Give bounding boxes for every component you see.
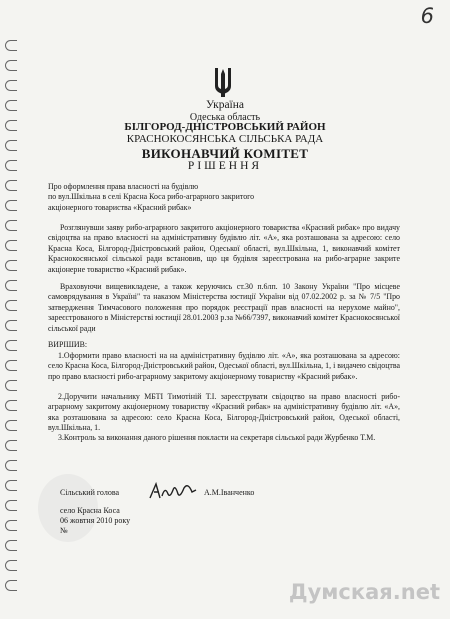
executive-committee-title: ВИКОНАВЧИЙ КОМІТЕТ — [141, 146, 309, 161]
watermark: Думская.net — [288, 580, 440, 604]
resolution-item: 2.Доручити начальнику МБТІ Тимотіній Т.І. зареєструвати свідоцтво на право власності рибо-аграрному закритому акціонерному товариству «Красний рибак» на адміністративну будівлю літ. «А», яка розташована за адресою: село Красна Коса, Білгород-Дністровський район, Одеської області, вул.Шкільна, 1. — [48, 392, 400, 433]
council-name: КРАСНОКОСЯНСЬКА СІЛЬСЬКА РАДА — [126, 133, 324, 145]
issue-place: село Красна Коса — [60, 506, 120, 515]
trident-emblem-icon — [212, 66, 234, 98]
page-number: 6 — [420, 4, 434, 28]
country-name: Україна — [205, 99, 245, 111]
issue-date: 06 жовтня 2010 року — [60, 516, 131, 525]
district-name: БІЛГОРОД-ДНІСТРОВСЬКИЙ РАЙОН — [124, 121, 326, 133]
signatory-name: А.М.Іванченко — [204, 488, 255, 497]
resolved-heading: ВИРІШИВ: — [48, 340, 88, 349]
subject-line: по вул.Шкільна в селі Красна Коса рибо-аграрного закритого — [48, 192, 255, 202]
signatory-role: Сільський голова — [60, 488, 120, 497]
oblast-name: Одеська область — [189, 112, 261, 123]
subject-line: акціонерного товариства «Красний рибак» — [48, 202, 192, 212]
resolution-item: 3.Контроль за виконання даного рішення покласти на секретаря сільської ради Журбенко Т.М. — [58, 433, 376, 442]
decision-number: № — [60, 526, 68, 535]
subject-line: Про оформлення права власності на будівлю — [48, 182, 199, 191]
resolution-item: 1.Оформити право власності на на адміністративну будівлю літ. «А», яка розташована за адресою: село Красна Коса, Білгород-Дністровський район, Одеської області, вул.Шкільна, 1, і видачею свідоцтва про право власності рибо-аграрному закритому акціонерному товариству «Красний рибак». — [48, 351, 400, 381]
document-type-title: РІШЕННЯ — [187, 160, 263, 172]
preamble-paragraph: Розглянувши заяву рибо-аграрного закритого акціонерного товариства «Красний рибак» про видачу свідоцтва на право власності на адміністративну будівлю літ. «А», яка розташована за адресою: село Красна Коса, Білгород-Дністровський район, Одеської області, вул.Шкільна, 1, виконавчий комітет Краснокосянської сільської ради встановив, що ця будівля зареєстрована на рибо-аграрне закрите акціонерне товариство «Красний рибак». — [48, 223, 400, 274]
binding-holes — [0, 0, 18, 619]
legal-basis-paragraph: Враховуючи вищевикладене, а також керуючись ст.30 п.6лп. 10 Закону України "Про місцеве самоврядування в Україні" та наказом Міністерства юстиції України від 07.02.2002 р. за № 7/5 "Про затвердження Тимчасового положення про порядок реєстрації прав власності на нерухоме майно", зареєстрованого в Міністерстві юстиції 28.01.2003 р.за №66/7397, виконавчий комітет Краснокосянської сільської ради — [48, 282, 400, 333]
handwritten-signature-icon — [148, 480, 198, 504]
decision-subject — [48, 182, 400, 213]
